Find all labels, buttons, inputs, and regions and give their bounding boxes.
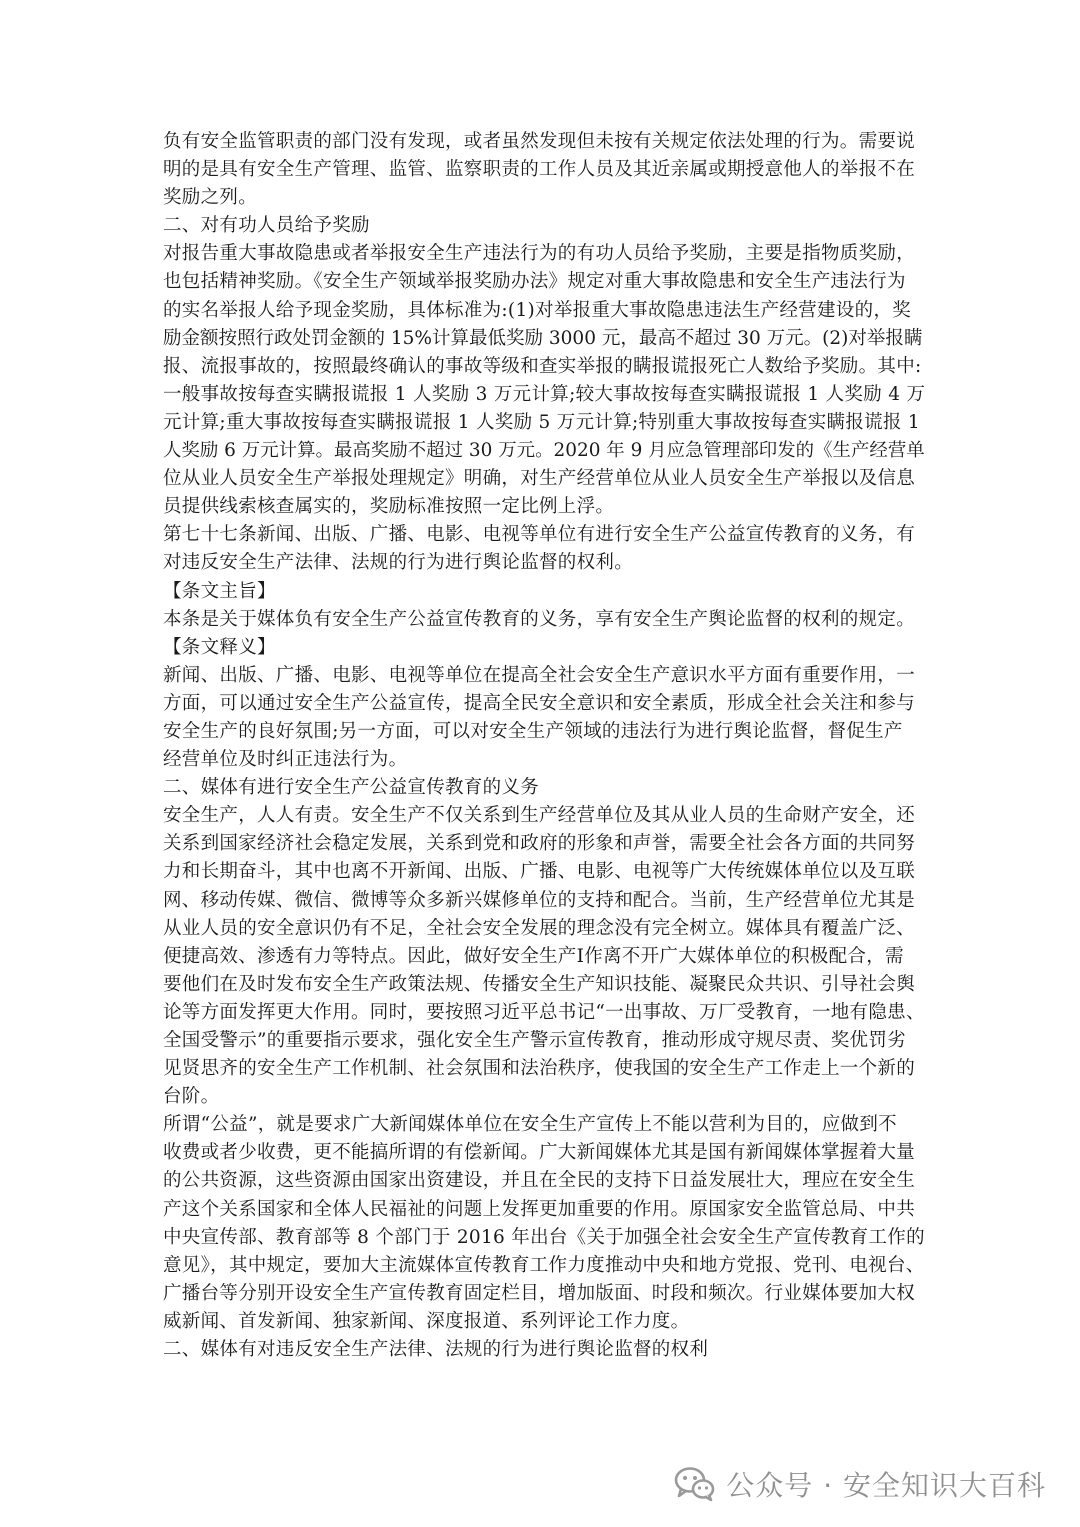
text-line: 便捷高效、渗透有力等特点。因此，做好安全生产Ⅰ作离不开广大媒体单位的积极配合，需 xyxy=(163,945,904,967)
text-line: 位从业人员安全生产举报处理规定》明确，对生产经营单位从业人员安全生产举报以及信息 xyxy=(163,468,916,490)
text-line: 的公共资源，这些资源由国家出资建设，并且在全民的支持下日益发展壮大，理应在安全生 xyxy=(163,1170,916,1192)
text-line: 台阶。 xyxy=(163,1086,220,1108)
text-line: 见贤思齐的安全生产工作机制、社会氛围和法治秩序，使我国的安全生产工作走上一个新的 xyxy=(163,1058,916,1080)
text-line: 力和长期奋斗，其中也离不开新闻、出版、广播、电影、电视等广大传统媒体单位以及互联 xyxy=(163,861,916,883)
text-line: 一般事故按每查实瞒报谎报 1 人奖励 3 万元计算;较大事故按每查实瞒报谎报 1 人奖励 4 万 xyxy=(163,383,926,405)
text-line: 要他们在及时发布安全生产政策法规、传播安全生产知识技能、凝聚民众共识、引导社会舆 xyxy=(163,973,916,995)
text-line: 人奖励 6 万元计算。最高奖励不超过 30 万元。2020 年 9 月应急管理部印发的《生产经营单 xyxy=(163,440,925,462)
text-line: 励金额按照行政处罚金额的 15%计算最低奖励 3000 元，最高不超过 30 万元。(2)对举报瞒 xyxy=(163,327,923,349)
text-line: 收费或者少收费，更不能搞所谓的有偿新闻。广大新闻媒体尤其是国有新闻媒体掌握着大量 xyxy=(163,1142,916,1164)
text-line: 第七十七条新闻、出版、广播、电影、电视等单位有进行安全生产公益宣传教育的义务，有 xyxy=(163,524,916,546)
text-line: 也包括精神奖励。《安全生产领域举报奖励办法》规定对重大事故隐患和安全生产违法行为 xyxy=(163,271,906,293)
text-line: 关系到国家经济社会稳定发展，关系到党和政府的形象和声誉，需要全社会各方面的共同努 xyxy=(163,833,916,855)
text-line: 【条文释义】 xyxy=(163,636,276,658)
text-line: 意见》，其中规定，要加大主流媒体宣传教育工作力度推动中央和地方党报、党刊、电视台、 xyxy=(163,1254,925,1276)
text-line: 安全生产，人人有责。安全生产不仅关系到生产经营单位及其从业人员的生命财产安全，还 xyxy=(163,805,916,827)
wechat-icon xyxy=(674,1466,716,1502)
text-line: 从业人员的安全意识仍有不足，全社会安全发展的理念没有完全树立。媒体具有覆盖广泛、 xyxy=(163,917,916,939)
text-line: 方面，可以通过安全生产公益宣传，提高全民安全意识和安全素质，形成全社会关注和参与 xyxy=(163,692,916,714)
text-line: 所谓“公益”，就是要求广大新闻媒体单位在安全生产宣传上不能以营利为目的，应做到不 xyxy=(163,1114,897,1136)
text-line: 对报告重大事故隐患或者举报安全生产违法行为的有功人员给予奖励，主要是指物质奖励， xyxy=(163,243,916,265)
text-line: 新闻、出版、广播、电影、电视等单位在提高全社会安全生产意识水平方面有重要作用，一 xyxy=(163,664,916,686)
text-line: 员提供线索核查属实的，奖励标准按照一定比例上浮。 xyxy=(163,496,615,518)
text-line: 负有安全监管职责的部门没有发现，或者虽然发现但未按有关规定依法处理的行为。需要说 xyxy=(163,131,916,152)
text-line: 元计算;重大事故按每查实瞒报谎报 1 人奖励 5 万元计算;特别重大事故按每查实瞒报谎报 1 xyxy=(163,411,920,433)
watermark-text: 公众号 · 安全知识大百科 xyxy=(726,1469,1046,1502)
text-line: 网、移动传媒、微信、微博等众多新兴媒修单位的支持和配合。当前，生产经营单位尤其是 xyxy=(163,889,916,911)
text-line: 论等方面发挥更大作用。同时，要按照习近平总书记“一出事故、万厂受教育，一地有隐患、 xyxy=(163,1001,925,1023)
text-line: 明的是具有安全生产管理、监管、监察职责的工作人员及其近亲属或期授意他人的举报不在 xyxy=(163,159,916,181)
text-line: 中央宣传部、教育部等 8 个部门于 2016 年出台《关于加强全社会安全生产宣传教育工作的 xyxy=(163,1226,925,1248)
text-line: 奖励之列。 xyxy=(163,187,258,209)
text-line: 报、流报事故的，按照最终确认的事故等级和查实举报的瞒报谎报死亡人数给予奖励。其中: xyxy=(163,355,922,377)
text-line: 的实名举报人给予现金奖励，具体标准为:(1)对举报重大事故隐患违法生产经营建设的，奖 xyxy=(163,299,912,321)
text-line: 本条是关于媒体负有安全生产公益宣传教育的义务，享有安全生产舆论监督的权利的规定。 xyxy=(163,608,916,630)
text-line: 全国受警示”的重要指示要求，强化安全生产警示宣传教育，推动形成守规尽责、奖优罚劣 xyxy=(163,1030,906,1051)
text-line: 二、媒体有对违反安全生产法律、法规的行为进行舆论监督的权利 xyxy=(163,1339,709,1361)
text-line: 【条文主旨】 xyxy=(163,580,276,602)
text-line: 广播台等分别开设安全生产宣传教育固定栏目，增加版面、时段和频次。行业媒体要加大权 xyxy=(163,1282,916,1304)
text-line: 二、对有功人员给予奖励 xyxy=(163,215,370,237)
text-line: 威新闻、首发新闻、独家新闻、深度报道、系列评论工作力度。 xyxy=(163,1310,690,1332)
text-line: 经营单位及时纠正违法行为。 xyxy=(163,749,408,771)
watermark xyxy=(674,1460,1046,1508)
text-line: 二、媒体有进行安全生产公益宣传教育的义务 xyxy=(163,777,540,799)
text-line: 产这个关系国家和全体人民福祉的问题上发挥更加重要的作用。原国家安全监管总局、中共 xyxy=(163,1198,916,1220)
text-line: 安全生产的良好氛围;另一方面，可以对安全生产领域的违法行为进行舆论监督，督促生产 xyxy=(163,720,903,742)
document-page xyxy=(163,128,926,1364)
text-line: 对违反安全生产法律、法规的行为进行舆论监督的权利。 xyxy=(163,552,634,574)
